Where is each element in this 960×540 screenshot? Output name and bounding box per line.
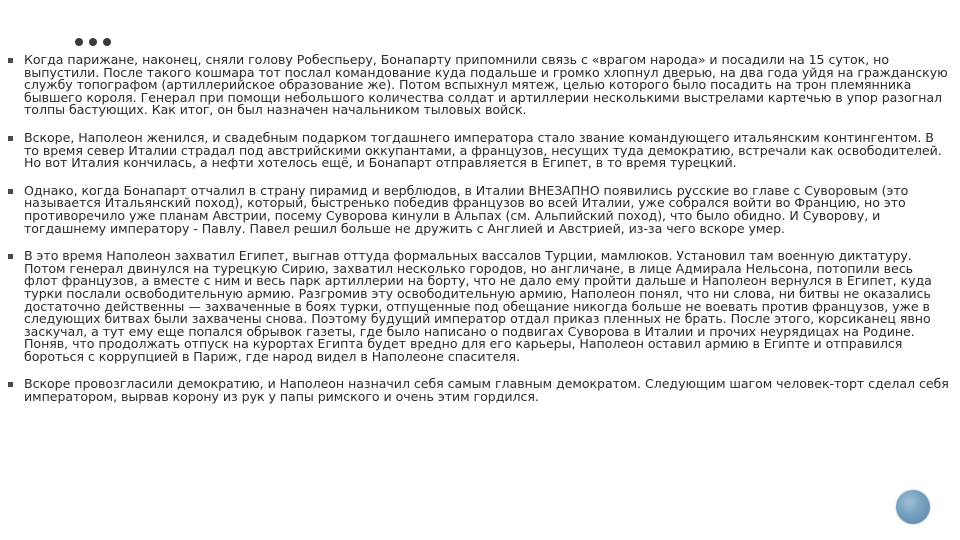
- list-item: [8, 250, 950, 363]
- three-dots-icon: [75, 38, 111, 46]
- list-item: [8, 378, 950, 403]
- bullet-list: [8, 54, 950, 404]
- list-item: [8, 129, 950, 171]
- list-item: [8, 54, 950, 117]
- dot-icon: [75, 38, 83, 46]
- slide-content: [8, 54, 950, 419]
- paragraph-text: Вскоре провозгласили демократию, и Наполеон назначил себя самым главным демократом. Следующим шагом человек-торт сделал себя императором, вырвав корону из рук у папы римского и очень этим гордился.: [24, 376, 949, 405]
- paragraph-text: Когда парижане, наконец, сняли голову Робеспьеру, Бонапарту припомнили связь с «врагом народа» и посадили на 15 суток, но выпустили. После такого кошмара тот послал командование куда подальше и громко хлопнул дверью, на два года уйдя на гражданскую службу топографом (артиллерийское образование же). Потом вспыхнул мятеж, целью которого было посадить на трон племянника бывшего короля. Генерал при помощи небольшого количества солдат и артиллерии несколькими выстрелами картечью в упор разогнал толпы бастующих. Как итог, он был назначен начальником тыловых войск.: [24, 52, 948, 118]
- bullet-square-icon: [8, 58, 13, 63]
- list-item: [8, 182, 950, 236]
- bullet-square-icon: [8, 136, 13, 141]
- paragraph-text: Однако, когда Бонапарт отчалил в страну пирамид и верблюдов, в Италии ВНЕЗАПНО появились русские во главе с Суворовым (это называется Итальянский поход), который, быстренько победив французов во всей Италии, уже собрался войти во Францию, но это противоречило уже планам Австрии, посему Суворова кинули в Альпах (см. Альпийский поход), что было обидно. И Суворову, и тогдашнему императору - Павлу. Павел решил больше не дружить с Англией и Австрией, из-за чего вскоре умер.: [24, 182, 909, 236]
- bullet-square-icon: [8, 254, 13, 259]
- dot-icon: [89, 38, 97, 46]
- paragraph-text: Вскоре, Наполеон женился, и свадебным подарком тогдашнего императора стало звание командующего итальянским контингентом. В то время север Италии страдал под австрийскими оккупантами, а французов, несущих туда демократию, встречали как освободителей. Но вот Италия кончилась, а нефти хотелось ещё, и Бонапарт отправляется в Египет, в то время турецкий.: [24, 129, 942, 171]
- circle-nav-icon[interactable]: [896, 490, 930, 524]
- bullet-square-icon: [8, 189, 13, 194]
- dot-icon: [103, 38, 111, 46]
- paragraph-text: В это время Наполеон захватил Египет, выгнав оттуда формальных вассалов Турции, мамлюков. Установил там военную диктатуру. Потом генерал двинулся на турецкую Сирию, захватил несколько городов, но англичане, в лице Адмирала Нельсона, потопили весь флот французов, а вместе с ним и весь парк артиллерии на борту, что не дало ему пройти дальше и Наполеон вернулся в Египет, куда турки послали освободительную армию. Разгромив эту освободительную армию, Наполеон понял, что ни слова, ни битвы не оказались достаточно действенны — захваченные в боях турки, отпущенные под обещание никогда больше не воевать против французов, уже в следующих битвах были захвачены снова. Поэтому будущий император отдал приказ пленных не брать. После этого, корсиканец явно заскучал, а тут ему еще попался обрывок газеты, где было написано о подвигах Суворова в Италии и прочих неурядицах на Родине. Поняв, что продолжать отпуск на курортах Египта будет вредно для его карьеры, Наполеон оставил армию в Египте и отправился бороться с коррупцией в Париж, где народ видел в Наполеоне спасителя.: [24, 248, 932, 364]
- bullet-square-icon: [8, 382, 13, 387]
